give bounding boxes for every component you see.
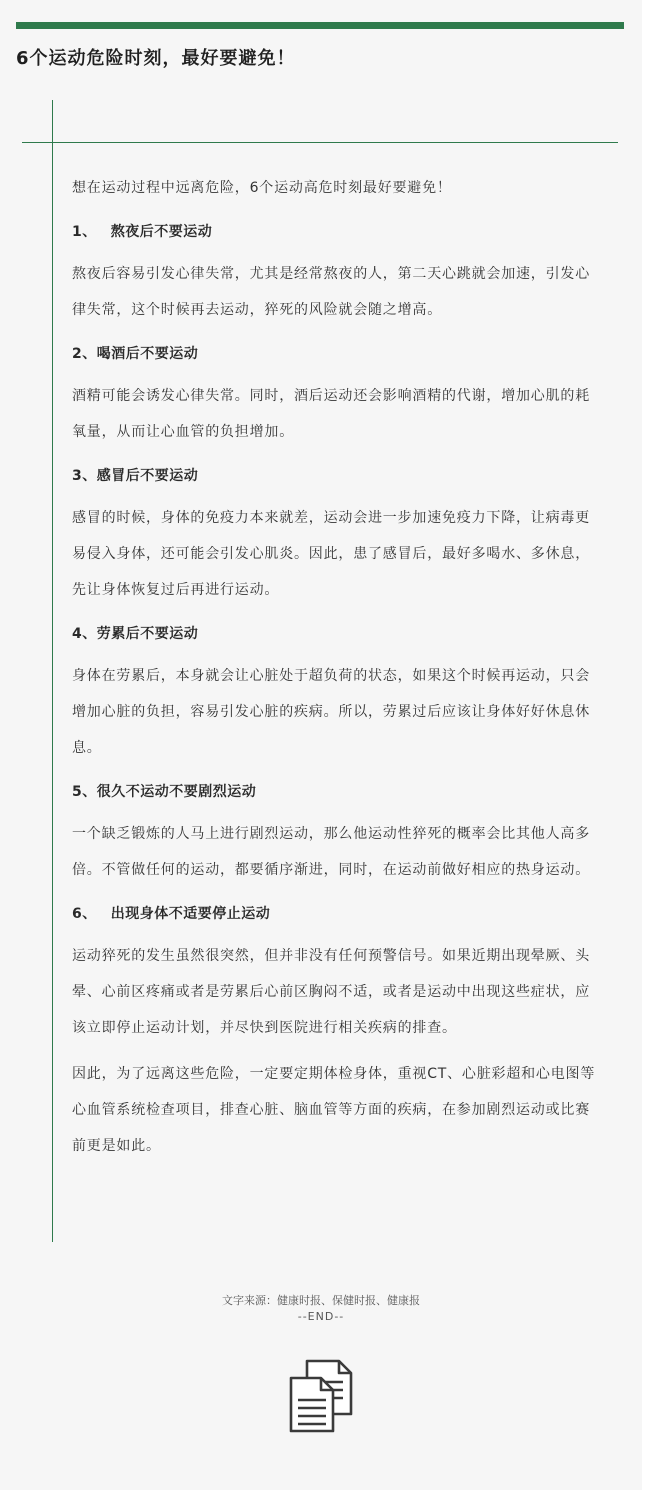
section-body-4: 身体在劳累后，本身就会让心脏处于超负荷的状态，如果这个时候再运动，只会增加心脏的负担，容易引发心脏的疾病。所以，劳累过后应该让身体好好休息休息。 [72, 668, 590, 756]
frame-horizontal-line [22, 142, 618, 143]
section-title-5 [72, 780, 602, 804]
end-marker: --END-- [297, 1310, 345, 1323]
source-credit: 文字来源：健康时报、保健时报、健康报 [222, 1294, 420, 1307]
section-number: 3、 [72, 468, 97, 484]
section-number: 5、 [72, 784, 97, 800]
section-body-5: 一个缺乏锻炼的人马上进行剧烈运动，那么他运动性猝死的概率会比其他人高多倍。不管做任何的运动，都要循序渐进，同时，在运动前做好相应的热身运动。 [72, 826, 590, 878]
section-body-2: 酒精可能会诱发心律失常。同时，酒后运动还会影响酒精的代谢，增加心肌的耗氧量，从而让心血管的负担增加。 [72, 388, 590, 440]
section-number: 6、 [72, 906, 97, 922]
section-heading: 劳累后不要运动 [96, 626, 199, 642]
section-body-3: 感冒的时候，身体的免疫力本来就差，运动会进一步加速免疫力下降，让病毒更易侵入身体，还可能会引发心肌炎。因此，患了感冒后，最好多喝水、多休息，先让身体恢复过后再进行运动。 [72, 510, 590, 598]
page-title: 6个运动危险时刻，最好要避免！ [16, 48, 296, 69]
section-heading: 喝酒后不要运动 [96, 346, 199, 362]
article-body [72, 170, 602, 1164]
section-title-1 [72, 220, 602, 244]
section-number: 2、 [72, 346, 97, 362]
section-heading: 很久不运动不要剧烈运动 [96, 784, 257, 800]
section-title-4 [72, 622, 602, 646]
section-number: 1、 [72, 224, 97, 240]
section-heading: 出现身体不适要停止运动 [110, 906, 271, 922]
section-title-6 [72, 902, 602, 926]
top-accent-bar [16, 22, 624, 29]
conclusion-paragraph: 因此，为了远离这些危险，一定要定期体检身体，重视CT、心脏彩超和心电图等心血管系统检查项目，排查心脏、脑血管等方面的疾病，在参加剧烈运动或比赛前更是如此。 [72, 1066, 596, 1154]
documents-icon [287, 1358, 355, 1434]
section-heading: 熬夜后不要运动 [110, 224, 213, 240]
section-body-6: 运动猝死的发生虽然很突然，但并非没有任何预警信号。如果近期出现晕厥、头晕、心前区疼痛或者是劳累后心前区胸闷不适，或者是运动中出现这些症状，应该立即停止运动计划，并尽快到医院进行相关疾病的排查。 [72, 948, 590, 1036]
frame-vertical-line [52, 100, 53, 1242]
section-number: 4、 [72, 626, 97, 642]
section-title-2 [72, 342, 602, 366]
section-body-1: 熬夜后容易引发心律失常，尤其是经常熬夜的人，第二天心跳就会加速，引发心律失常，这个时候再去运动，猝死的风险就会随之增高。 [72, 266, 590, 318]
section-title-3 [72, 464, 602, 488]
section-heading: 感冒后不要运动 [96, 468, 199, 484]
intro-paragraph: 想在运动过程中远离危险，6个运动高危时刻最好要避免！ [72, 180, 452, 196]
